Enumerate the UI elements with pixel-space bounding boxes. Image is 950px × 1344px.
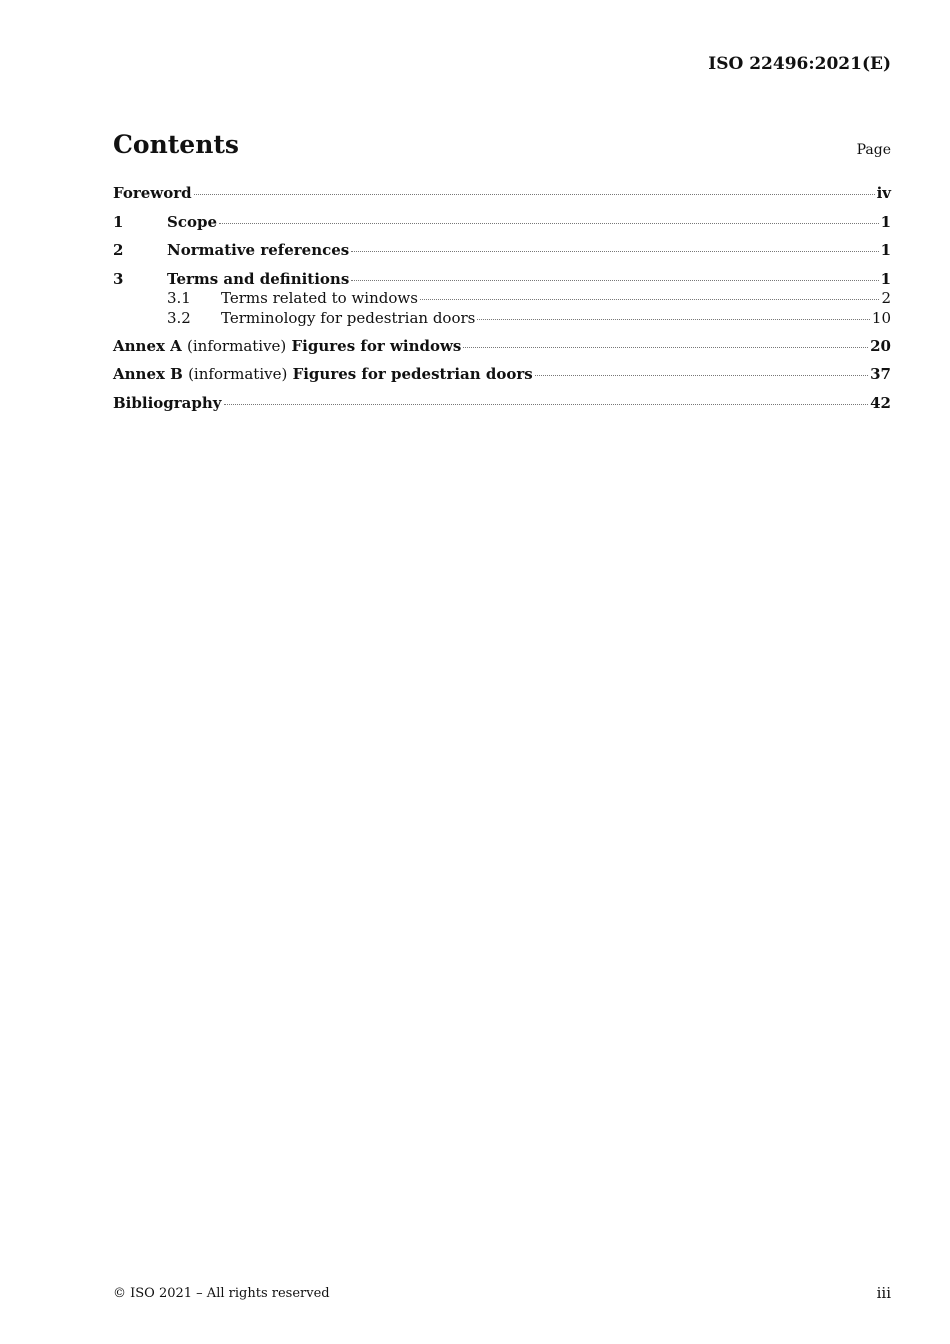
dot-leader	[224, 404, 869, 405]
toc-entry-page: 37	[870, 365, 891, 383]
dot-leader	[463, 347, 868, 348]
contents-title: Contents	[113, 130, 240, 159]
annex-prefix: Annex A	[113, 336, 182, 355]
toc-entry-label: Normative references	[167, 241, 350, 259]
toc-entry-page: 2	[881, 288, 891, 307]
toc-entry-page: 1	[880, 241, 891, 259]
footer-copyright: © ISO 2021 – All rights reserved	[113, 1286, 330, 1301]
annex-prefix: Annex B	[113, 365, 183, 383]
toc-entry-annex-a[interactable]	[113, 337, 891, 366]
toc-entry-label: Figures for windows	[291, 336, 462, 355]
annex-note: (informative)	[188, 365, 288, 383]
toc-entry-terms-and-definitions[interactable]	[113, 270, 891, 289]
toc-entry-number: 3	[113, 269, 124, 288]
dot-leader	[477, 319, 870, 320]
toc-entry-page: 20	[870, 336, 891, 355]
dot-leader	[420, 299, 880, 300]
toc-entry-foreword[interactable]	[113, 184, 891, 213]
dot-leader	[351, 251, 878, 252]
toc-entry-label: Foreword	[113, 184, 192, 202]
toc-entry-label: Terms related to windows	[221, 288, 418, 307]
toc-entry-annex-b[interactable]	[113, 365, 891, 394]
toc-entry-number: 3.1	[167, 288, 191, 307]
toc-entry-number: 3.2	[167, 308, 191, 327]
toc-entry-page: 10	[871, 308, 891, 327]
toc-subentry-terms-windows[interactable]	[113, 289, 891, 309]
annex-note: (informative)	[187, 336, 287, 355]
dot-leader	[351, 280, 878, 281]
footer-page-number: iii	[876, 1284, 891, 1302]
toc-entry-normative-references[interactable]	[113, 241, 891, 270]
document-id: ISO 22496:2021(E)	[708, 54, 891, 74]
dot-leader	[194, 194, 875, 195]
toc-subentry-pedestrian-doors[interactable]	[113, 309, 891, 337]
page-column-label: Page	[856, 142, 891, 158]
toc-entry-page: 1	[880, 269, 891, 288]
toc-entry-label: Figures for pedestrian doors	[292, 365, 533, 383]
toc-entry-label: Terminology for pedestrian doors	[221, 308, 476, 327]
toc-entry-number: 1	[113, 212, 124, 231]
toc-entry-label: Scope	[167, 212, 218, 231]
table-of-contents	[113, 184, 891, 422]
toc-entry-label: Terms and definitions	[167, 269, 350, 288]
toc-entry-number: 2	[113, 241, 124, 259]
dot-leader	[535, 375, 868, 376]
toc-entry-page: iv	[876, 184, 891, 202]
toc-entry-label: Bibliography	[113, 393, 222, 412]
dot-leader	[219, 223, 879, 224]
toc-entry-bibliography[interactable]	[113, 394, 891, 423]
toc-entry-scope[interactable]	[113, 213, 891, 242]
toc-entry-page: 1	[880, 212, 891, 231]
toc-entry-page: 42	[870, 393, 891, 412]
